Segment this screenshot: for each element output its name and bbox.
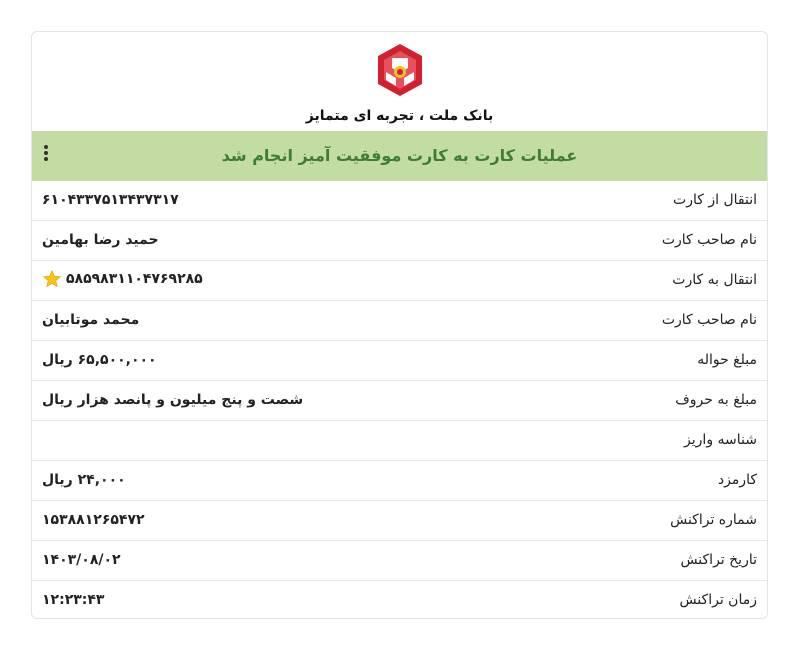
row-deposit-id xyxy=(32,421,767,461)
row-transaction-number xyxy=(32,501,767,541)
row-label: نام صاحب کارت xyxy=(661,232,757,248)
row-destination-card xyxy=(32,261,767,301)
row-value: حمید رضا بهامین xyxy=(42,232,159,248)
receipt-card xyxy=(31,31,768,619)
bank-mellat-logo-icon xyxy=(372,42,428,98)
row-transaction-date xyxy=(32,541,767,581)
row-label: تاریخ تراکنش xyxy=(680,552,757,568)
row-transaction-time xyxy=(32,581,767,619)
row-value: ۵۸۵۹۸۳۱۱۰۴۷۶۹۲۸۵ xyxy=(66,271,203,287)
row-amount xyxy=(32,341,767,381)
row-value: محمد موتابیان xyxy=(42,312,140,328)
row-label: انتقال از کارت xyxy=(673,192,757,208)
row-fee xyxy=(32,461,767,501)
row-source-card xyxy=(32,181,767,221)
row-value: ۶۵,۵۰۰,۰۰۰ ریال xyxy=(42,352,157,368)
transaction-details xyxy=(32,181,767,619)
row-destination-owner xyxy=(32,301,767,341)
row-label: انتقال به کارت xyxy=(672,272,757,288)
bank-name: بانک ملت ، تجربه ای متمایز xyxy=(305,108,494,124)
row-label: شناسه واریز xyxy=(684,432,757,448)
row-value: ۶۱۰۴۳۳۷۵۱۳۴۳۷۳۱۷ xyxy=(42,192,179,208)
status-message: عملیات کارت به کارت موفقیت آمیز انجام شد xyxy=(221,146,578,165)
row-label: مبلغ حواله xyxy=(697,352,757,368)
receipt-header xyxy=(32,32,767,131)
row-label: شماره تراکنش xyxy=(670,512,757,528)
row-label: زمان تراکنش xyxy=(679,592,757,608)
row-source-owner xyxy=(32,221,767,261)
row-label: مبلغ به حروف xyxy=(675,392,757,408)
row-value: ۲۴,۰۰۰ ریال xyxy=(42,472,126,488)
success-status-bar xyxy=(32,131,767,181)
row-value: ۱۲:۲۳:۴۳ xyxy=(42,592,105,608)
row-value: ۱۴۰۳/۰۸/۰۲ xyxy=(42,552,121,568)
row-value: شصت و پنج میلیون و پانصد هزار ریال xyxy=(42,392,304,408)
row-amount-words xyxy=(32,381,767,421)
row-label: کارمزد xyxy=(717,472,757,488)
row-label: نام صاحب کارت xyxy=(661,312,757,328)
star-icon[interactable] xyxy=(42,269,62,289)
row-value: ۱۵۳۸۸۱۲۶۵۴۷۲ xyxy=(42,512,145,528)
